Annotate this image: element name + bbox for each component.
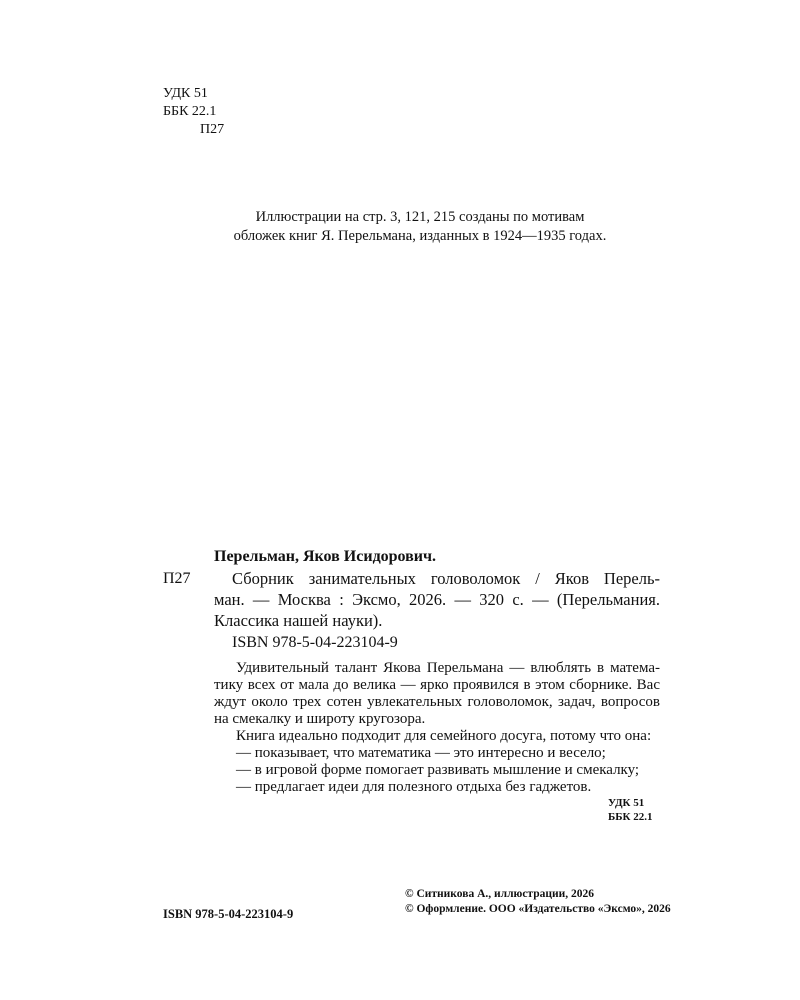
description-line: ман. — Москва : Эксмо, 2026. — 320 с. — (Перельмания. <box>214 590 660 609</box>
copyright-design: © Оформление. ООО «Издательство «Эксмо», 2026 <box>405 903 671 915</box>
annotation-codes <box>608 796 653 824</box>
illustrations-note-line2: обложек книг Я. Перельмана, изданных в 1924—1935 годах. <box>233 228 607 244</box>
illustrations-note <box>160 208 680 246</box>
annotation-line: на смекалку и широту кругозора. <box>214 711 426 727</box>
annotation-line: — показывает, что математика — это интересно и весело; <box>236 745 606 761</box>
udk-code: УДК 51 <box>163 86 208 101</box>
annotation-bbk: ББК 22.1 <box>608 811 653 823</box>
description-line: Сборник занимательных головоломок / Яков Перель- <box>232 569 660 588</box>
annotation-line: тику всех от мала до велика — ярко проявился в этом сборнике. Вас <box>214 677 660 693</box>
author-heading: Перельман, Яков Исидорович. <box>214 548 437 565</box>
copyright-block <box>405 887 671 917</box>
bibliographic-description <box>214 568 660 631</box>
author-mark: П27 <box>200 122 225 137</box>
annotation-line: Книга идеально подходит для семейного досуга, потому что она: <box>236 728 652 744</box>
copyright-illustrations: © Ситникова А., иллюстрации, 2026 <box>405 888 594 900</box>
annotation-udk: УДК 51 <box>608 797 645 809</box>
record-mark: П27 <box>163 570 191 587</box>
footer-isbn: ISBN 978-5-04-223104-9 <box>163 907 294 921</box>
description-line: Классика нашей науки). <box>214 611 383 630</box>
bbk-code: ББК 22.1 <box>163 104 217 119</box>
annotation <box>214 660 660 796</box>
catalog-codes <box>163 85 224 139</box>
annotation-line: — предлагает идеи для полезного отдыха без гаджетов. <box>236 779 592 795</box>
annotation-line: ждут около трех сотен увлекательных головоломок, задач, вопросов <box>214 694 660 710</box>
annotation-line: — в игровой форме помогает развивать мышление и смекалку; <box>236 762 640 778</box>
annotation-line: Удивительный талант Якова Перельмана — влюблять в матема- <box>236 660 660 676</box>
record-isbn: ISBN 978-5-04-223104-9 <box>232 634 398 651</box>
illustrations-note-line1: Иллюстрации на стр. 3, 121, 215 созданы по мотивам <box>255 209 585 225</box>
